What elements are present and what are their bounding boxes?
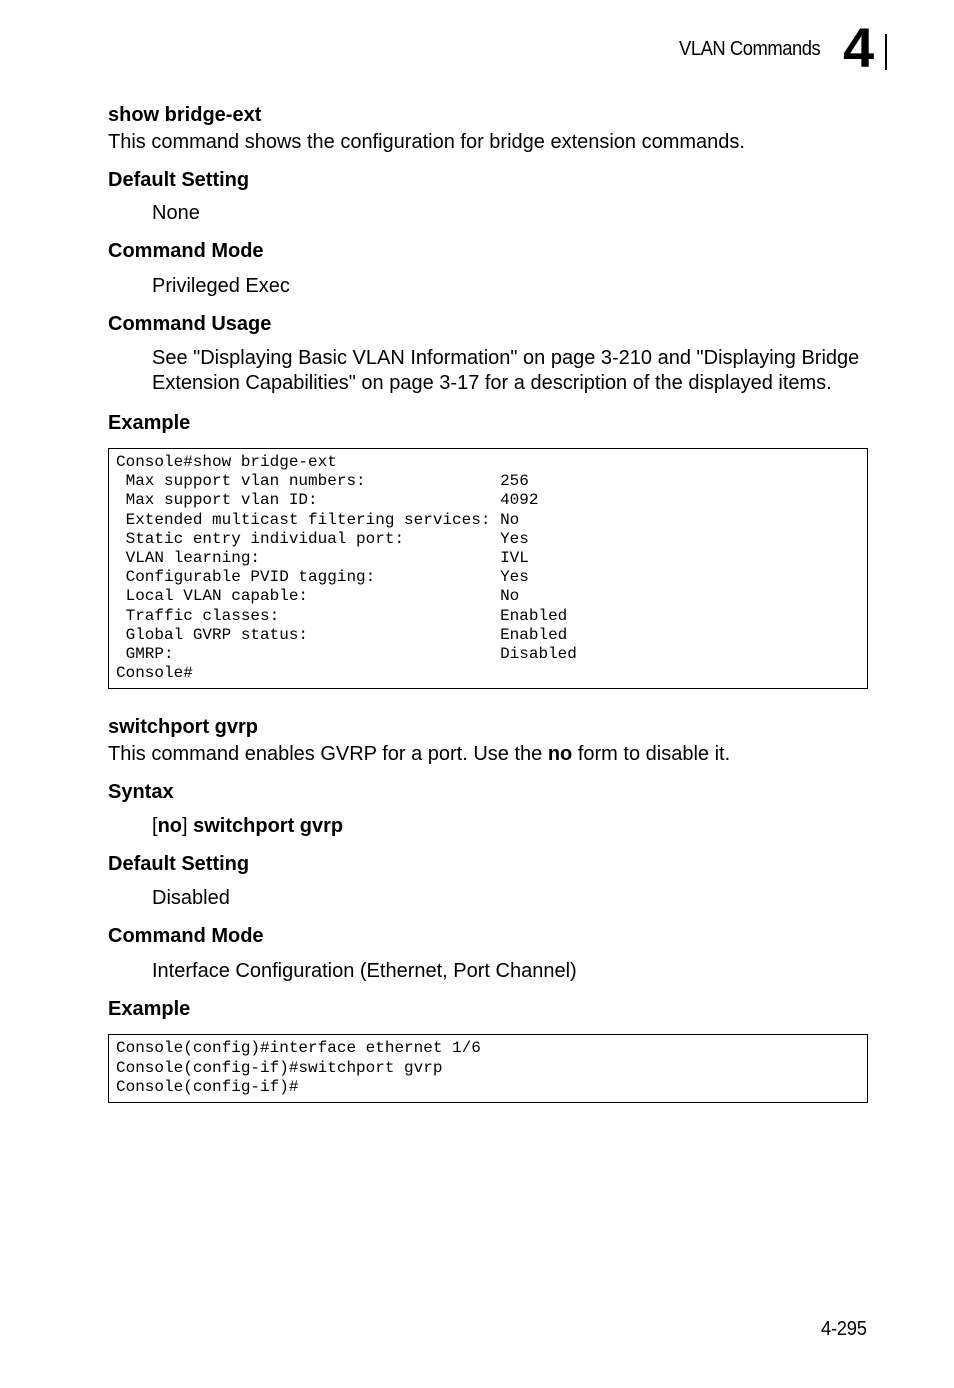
default-setting-heading: Default Setting bbox=[108, 169, 250, 191]
default-setting-heading: Default Setting bbox=[108, 853, 250, 876]
command-mode-value: Interface Configuration (Ethernet, Port Channel) bbox=[152, 960, 577, 983]
code-line: Max support vlan ID: 4092 bbox=[116, 491, 539, 510]
code-line: Console#show bridge-ext bbox=[116, 453, 337, 471]
code-line: GMRP: Disabled bbox=[116, 645, 577, 664]
syntax-heading: Syntax bbox=[108, 781, 174, 804]
keyword-no: no bbox=[547, 743, 573, 766]
code-line: Console(config-if)# bbox=[116, 1077, 299, 1096]
code-line: Max support vlan numbers: 256 bbox=[116, 472, 529, 491]
chapter-divider bbox=[885, 34, 887, 70]
section-description: This command shows the configuration for bridge extension commands. bbox=[108, 131, 745, 153]
code-line: Traffic classes: Enabled bbox=[116, 606, 568, 625]
page-number: 4-295 bbox=[821, 1318, 867, 1340]
code-line: VLAN learning: IVL bbox=[116, 549, 529, 568]
syntax-bracket: ] bbox=[182, 815, 194, 838]
syntax-bracket: [ bbox=[152, 815, 158, 838]
command-usage-heading: Command Usage bbox=[108, 313, 272, 335]
code-line: Local VLAN capable: No bbox=[116, 587, 520, 606]
example-code-block bbox=[108, 448, 868, 689]
code-line: Static entry individual port: Yes bbox=[116, 529, 529, 548]
example-heading: Example bbox=[108, 412, 191, 434]
page-content bbox=[108, 102, 868, 1103]
syntax-value bbox=[152, 814, 868, 839]
command-mode-heading: Command Mode bbox=[108, 240, 264, 262]
section-description bbox=[108, 742, 868, 767]
syntax-keyword-no: no bbox=[157, 815, 182, 838]
code-line: Configurable PVID tagging: Yes bbox=[116, 568, 529, 587]
code-line: Global GVRP status: Enabled bbox=[116, 625, 568, 644]
default-setting-value: Disabled bbox=[152, 887, 230, 910]
code-line: Console(config)#interface ethernet 1/6 bbox=[116, 1039, 481, 1058]
command-usage-text: See "Displaying Basic VLAN Information" on page 3-210 and "Displaying Bridge Extension Capabilities" on page 3-17 for a description of the displayed items. bbox=[152, 347, 860, 394]
default-setting-value: None bbox=[152, 202, 200, 224]
syntax-command: switchport gvrp bbox=[193, 815, 344, 838]
description-text: This command enables GVRP for a port. Use the bbox=[108, 743, 548, 766]
code-line: Console# bbox=[116, 664, 193, 683]
example-heading: Example bbox=[108, 998, 191, 1021]
running-header: VLAN Commands bbox=[679, 38, 821, 60]
command-mode-heading: Command Mode bbox=[108, 925, 264, 948]
code-line: Console(config-if)#switchport gvrp bbox=[116, 1058, 443, 1077]
chapter-number: 4 bbox=[843, 16, 875, 79]
example-code-block bbox=[108, 1034, 868, 1103]
description-text: form to disable it. bbox=[572, 743, 731, 766]
command-mode-value: Privileged Exec bbox=[152, 275, 290, 297]
code-line: Extended multicast filtering services: No bbox=[116, 510, 520, 529]
section-title-show-bridge-ext: show bridge-ext bbox=[108, 104, 262, 126]
section-title-switchport-gvrp: switchport gvrp bbox=[108, 716, 259, 739]
